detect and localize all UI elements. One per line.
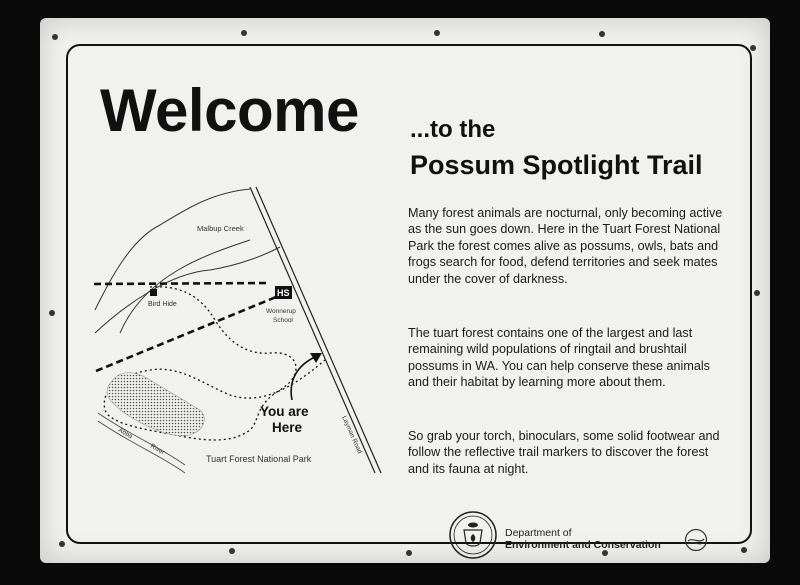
paragraph-3: So grab your torch, binoculars, some solid footwear and follow the reflective trail markers to discover the forest and its fauna at night. bbox=[408, 429, 720, 476]
screw bbox=[741, 547, 747, 553]
you-are-here-label: Here bbox=[272, 420, 303, 435]
sign-subtitle-1: ...to the bbox=[410, 116, 496, 143]
hs-label: HS bbox=[277, 288, 290, 298]
department-line-1: Department of bbox=[505, 527, 572, 539]
trail-marker-logo-icon bbox=[684, 528, 708, 552]
bird-hide-label: Bird Hide bbox=[148, 301, 177, 308]
school-label: Wonnerup bbox=[266, 308, 296, 315]
river-label: River bbox=[149, 442, 166, 457]
screw bbox=[754, 290, 760, 296]
screw bbox=[49, 310, 55, 316]
boundary-line bbox=[94, 283, 268, 284]
boundary-line bbox=[96, 297, 276, 371]
sign-title: Welcome bbox=[100, 77, 359, 144]
paragraph-1: Many forest animals are nocturnal, only becoming active as the sun goes down. Here in the Tuart Forest National Park the forest comes alive as possums, owls, bats and frogs search for food, defend territories and seek mates under the cover of darkness. bbox=[408, 206, 723, 286]
screw bbox=[434, 30, 440, 36]
government-seal-icon bbox=[448, 510, 498, 560]
screw bbox=[406, 550, 412, 556]
creek-line bbox=[120, 240, 250, 333]
screw bbox=[59, 541, 65, 547]
department-line-2: Environment and Conservation bbox=[505, 539, 661, 551]
sign-subtitle-2: Possum Spotlight Trail bbox=[410, 150, 703, 180]
road-line bbox=[250, 187, 375, 473]
screw bbox=[52, 34, 58, 40]
park-label: Tuart Forest National Park bbox=[206, 454, 312, 464]
screw bbox=[229, 548, 235, 554]
river-label: Abba bbox=[117, 426, 134, 441]
you-are-here-arrow bbox=[291, 357, 315, 400]
paragraph-2: The tuart forest contains one of the largest and last remaining wild populations of ringtail and brushtail possums in WA. You can help conserve these animals and their habitat by learning more about them. bbox=[408, 326, 710, 390]
creek-label: Malbup Creek bbox=[197, 224, 244, 233]
school-label: School bbox=[273, 317, 293, 324]
screw bbox=[241, 30, 247, 36]
you-are-here-label: You are bbox=[260, 404, 309, 419]
screw bbox=[599, 31, 605, 37]
department-name bbox=[505, 527, 661, 551]
screw bbox=[750, 45, 756, 51]
creek-line bbox=[95, 189, 250, 310]
trail-map bbox=[90, 185, 390, 480]
bird-hide-icon bbox=[150, 289, 157, 296]
road-label: Layman Road bbox=[340, 414, 364, 455]
